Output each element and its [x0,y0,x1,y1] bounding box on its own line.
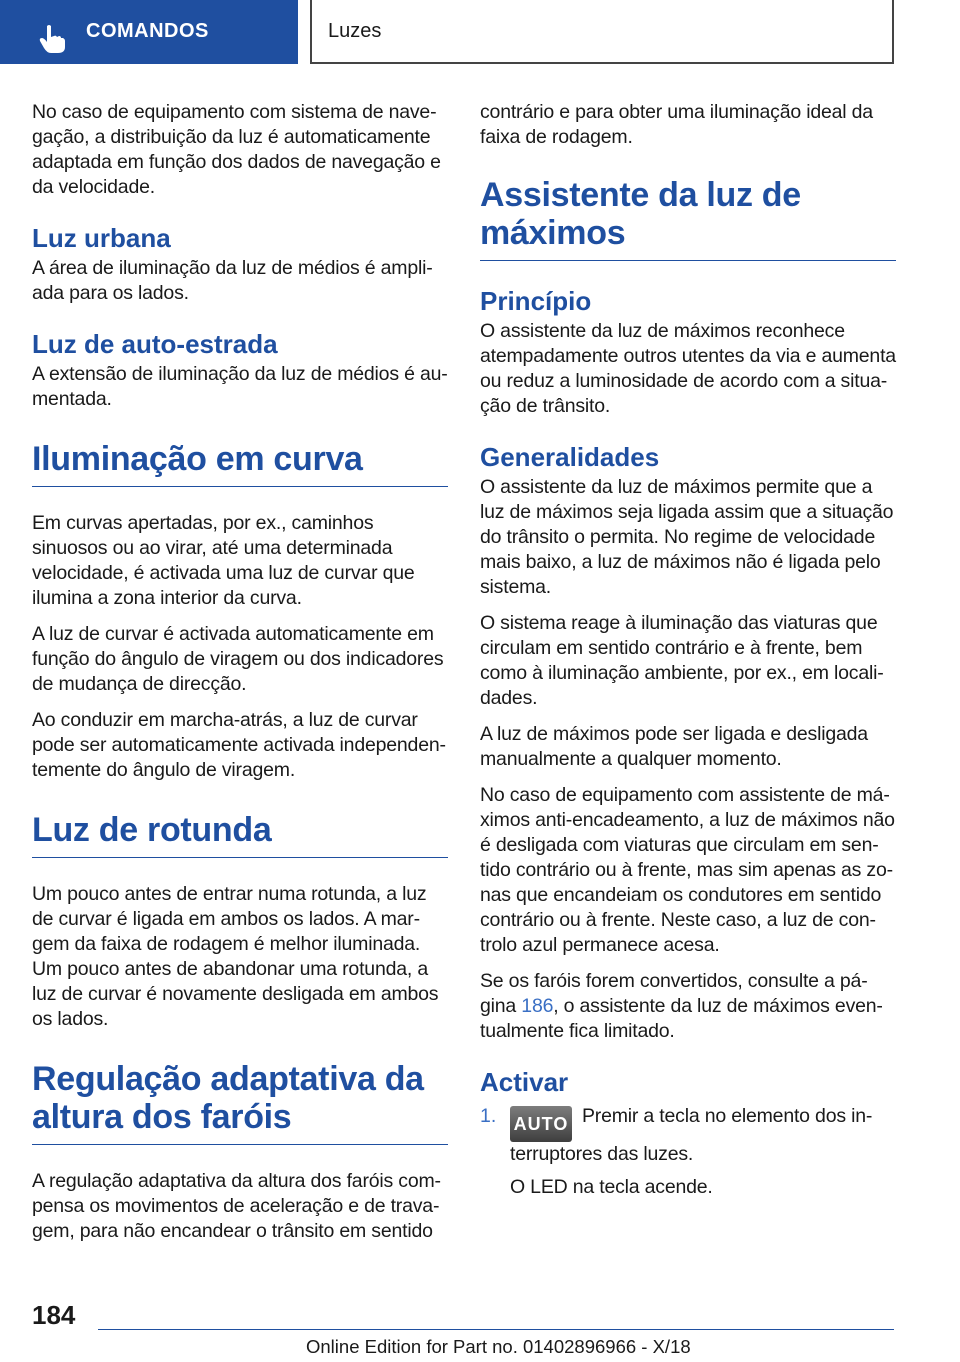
paragraph-curva-1: Em curvas apertadas, por ex., caminhos sinuosos ou ao virar, até uma determinada velocidade, é activada uma luz de curvar que ilumina a zona interior da curva. [32,512,415,609]
text-after-link: , o assistente da luz de máximos eventualmente fica limitado. [480,995,883,1042]
paragraph-generalidades-5 [480,969,896,1044]
step-text: Premir a tecla no elemento dos interruptores das luzes. [510,1105,873,1165]
hand-pointer-icon [38,24,66,54]
heading-regulacao-adaptativa: Regulação adaptativa da altura dos faróis [32,1060,448,1145]
footer-edition: Online Edition for Part no. 01402896966 - X/18 [306,1336,691,1357]
auto-key-icon: AUTO [510,1106,572,1142]
paragraph-generalidades-3: A luz de máximos pode ser ligada e desligada manualmente a qualquer momento. [480,723,868,770]
step-item [480,1104,896,1211]
paragraph-curva-3: Ao conduzir em marcha-atrás, a luz de curvar pode ser automaticamente activada independentemente do ângulo de viragem. [32,709,446,781]
chapter-box [310,0,894,64]
section-tab [0,0,298,64]
paragraph-curva-2: A luz de curvar é activada automaticamente em função do ângulo de viragem ou dos indicadores de mudança de direcção. [32,623,444,695]
heading-luz-rotunda: Luz de rotunda [32,811,448,858]
text-before-link: Se os faróis forem convertidos, consulte a página [480,970,868,1017]
paragraph-principio: O assistente da luz de máximos reconhece atempadamente outros utentes da via e aumenta ou reduz a luminosidade de acordo com a situação de trânsito. [480,320,896,417]
paragraph-regulacao: A regulação adaptativa da altura dos faróis compensa os movimentos de aceleração e de travagem, para não encandear o trânsito em sentido [32,1170,442,1242]
heading-principio: Princípio [480,286,592,316]
paragraph-generalidades-1: O assistente da luz de máximos permite que a luz de máximos seja ligada assim que a situação do trânsito o permita. No regime de velocidade mais baixo, a luz de máximos não é ligada pelo sistema. [480,476,894,598]
footer-divider [98,1329,894,1330]
step-instruction [510,1104,896,1167]
intro-paragraph: No caso de equipamento com sistema de navegação, a distribuição da luz é automaticamente adaptada em função dos dados de navegação e da velocidade. [32,101,441,198]
heading-assistente-maximos: Assistente da luz de máximos [480,176,896,261]
page-number: 184 [32,1300,76,1330]
paragraph-luz-auto-estrada: A extensão de iluminação da luz de médios é aumentada. [32,363,448,410]
paragraph-rotunda: Um pouco antes de entrar numa rotunda, a luz de curvar é ligada em ambos os lados. A margem da faixa de rodagem é melhor iluminada. Um pouco antes de abandonar uma rotunda, a luz de curvar é novamente desligada em ambos os lados. [32,883,439,1030]
heading-iluminacao-curva: Iluminação em curva [32,440,448,487]
heading-generalidades: Generalidades [480,442,660,472]
right-column [480,100,896,1211]
page-reference-link[interactable]: 186 [521,995,554,1017]
paragraph-generalidades-2: O sistema reage à iluminação das viaturas que circulam em sentido contrário e à frente, bem como à iluminação ambiente, por ex., em localidades. [480,612,884,709]
paragraph-continuation: contrário e para obter uma iluminação ideal da faixa de rodagem. [480,101,873,148]
chapter-label: Luzes [328,20,382,42]
heading-luz-urbana: Luz urbana [32,223,171,253]
paragraph-luz-urbana: A área de iluminação da luz de médios é ampliada para os lados. [32,257,433,304]
left-column [32,100,448,1255]
heading-luz-auto-estrada: Luz de auto-estrada [32,329,278,359]
step-result: O LED na tecla acende. [510,1176,713,1198]
paragraph-generalidades-4: No caso de equipamento com assistente de máximos anti-encadeamento, a luz de máximos não é desligada com viaturas que circulam em sentido contrário ou à frente, mas sim apenas as zonas que encandeiam os condutores em sentido contrário ou à frente. Neste caso, a luz de controlo azul permanece acesa. [480,784,895,956]
section-label: COMANDOS [86,20,209,42]
step-number: 1. [480,1105,497,1127]
heading-activar: Activar [480,1067,569,1097]
